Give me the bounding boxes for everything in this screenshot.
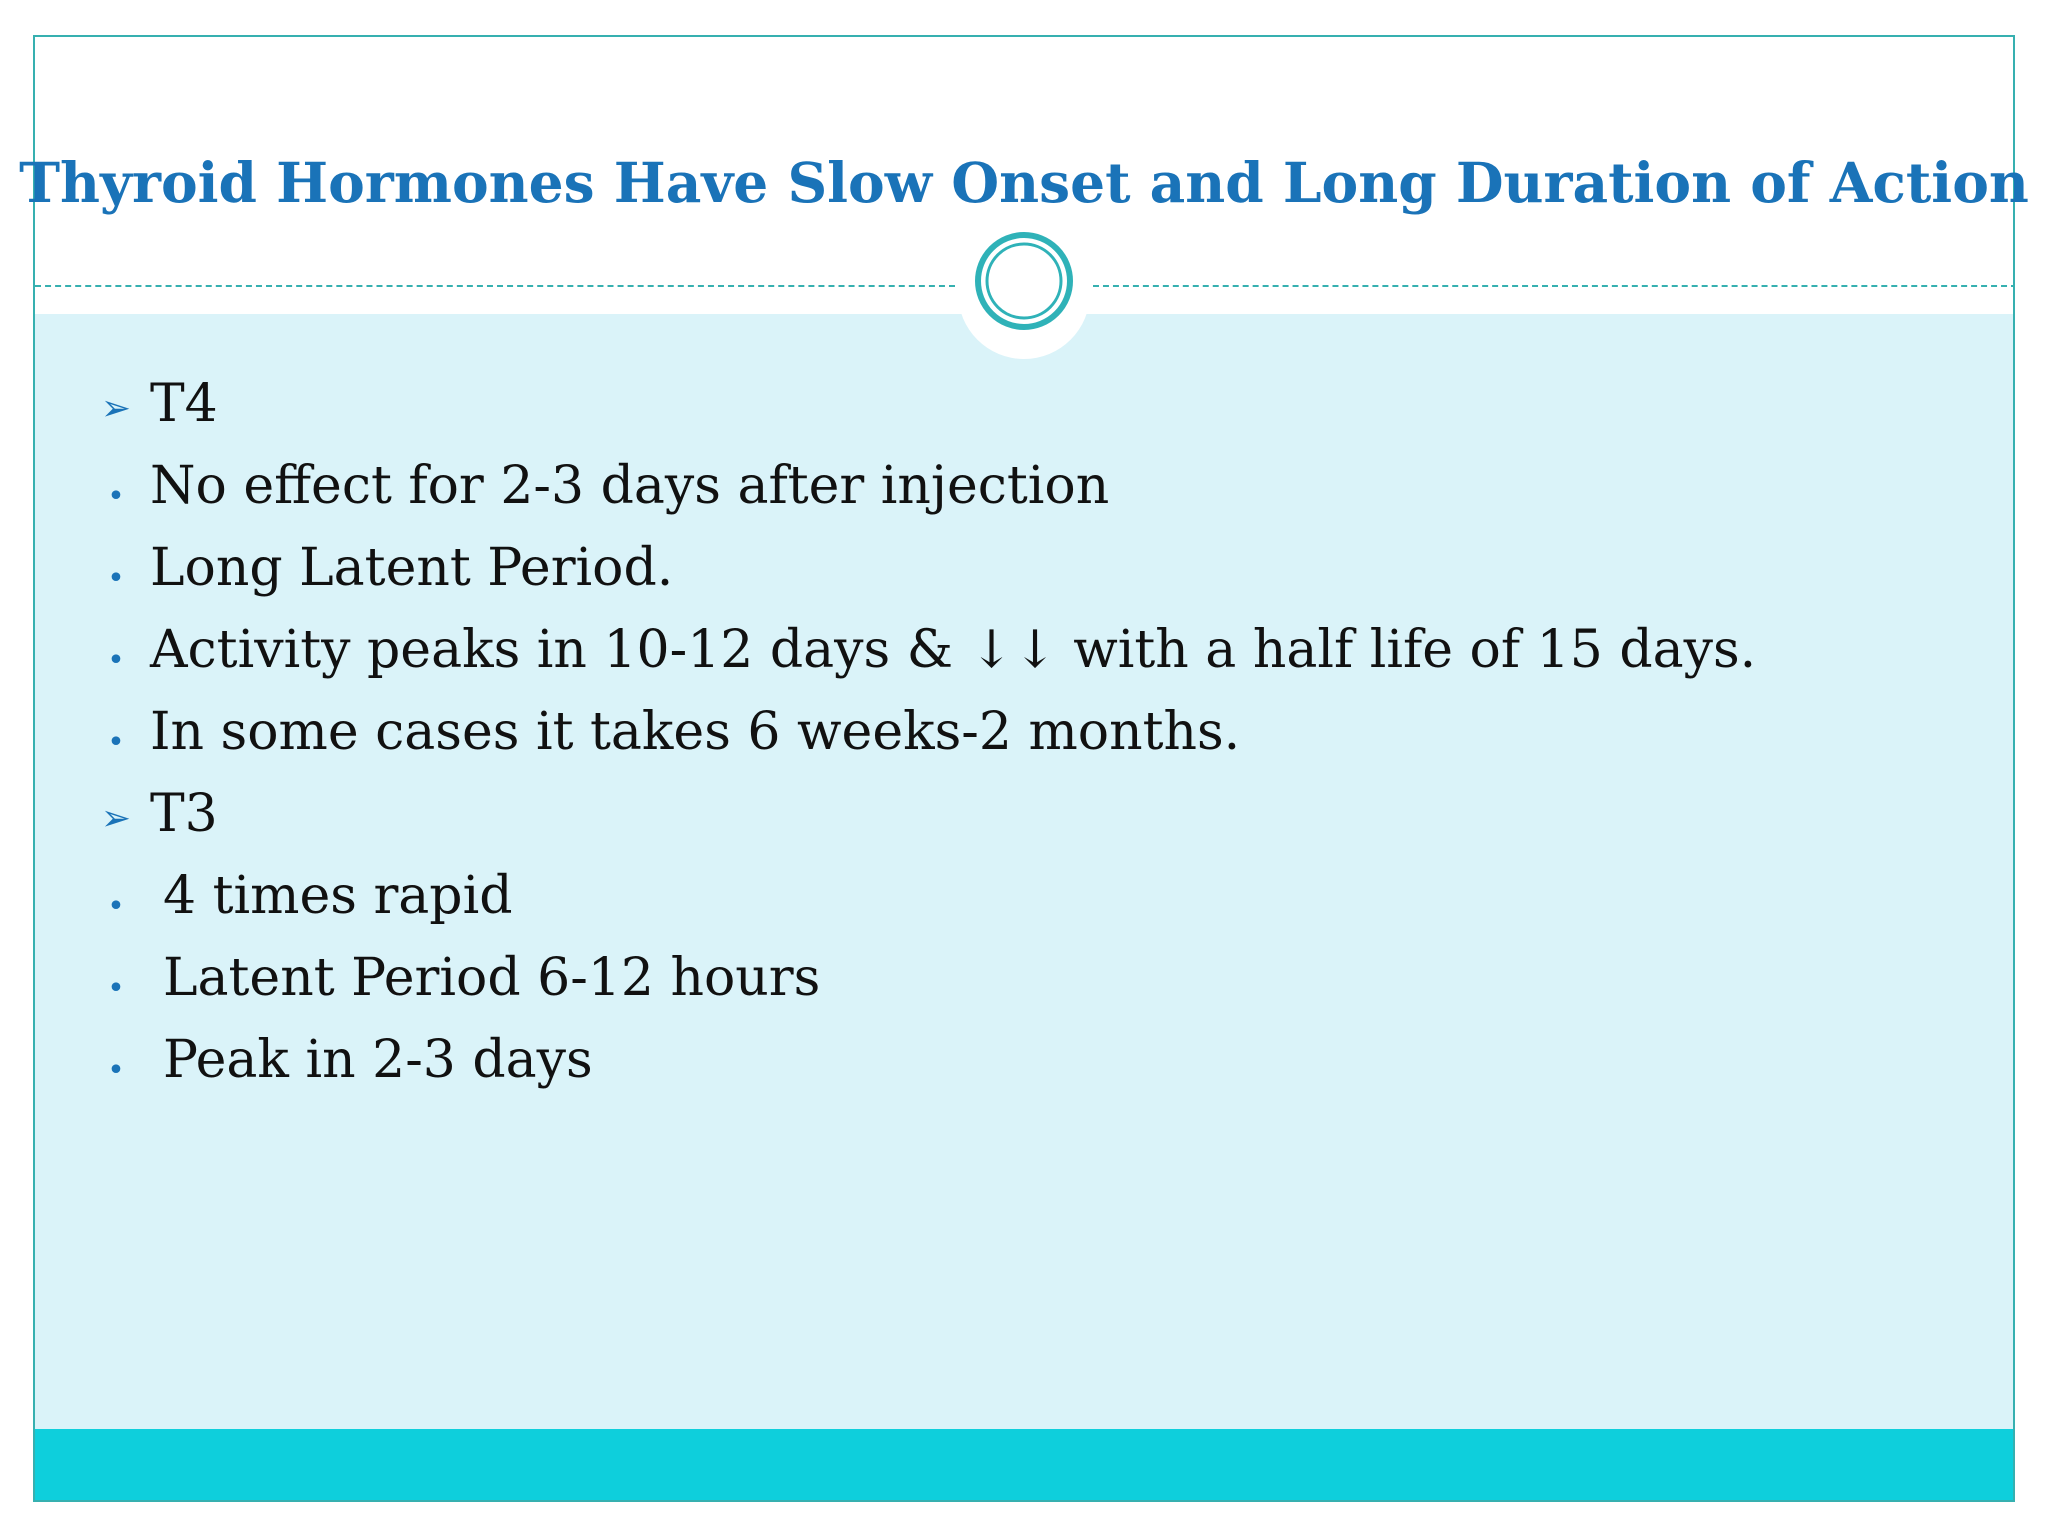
list-item-text: T3: [150, 784, 218, 844]
list-item-text: Latent Period 6-12 hours: [163, 948, 821, 1008]
list-item-text: Long Latent Period.: [150, 538, 674, 598]
dot-bullet-icon: •: [107, 889, 125, 924]
dot-bullet-icon: •: [107, 479, 125, 514]
arrow-bullet-icon: ➢: [100, 388, 132, 429]
dot-bullet-icon: •: [107, 561, 125, 596]
list-item-text: Peak in 2-3 days: [163, 1030, 593, 1090]
dot-bullet-icon: •: [107, 1053, 125, 1088]
arrow-bullet-icon: ➢: [100, 798, 132, 839]
list-item-text: 4 times rapid: [163, 866, 513, 926]
list-item-text: Activity peaks in 10-12 days & ↓↓ with a half life of 15 days.: [150, 620, 1757, 680]
dot-bullet-icon: •: [107, 725, 125, 760]
dot-bullet-icon: •: [107, 643, 125, 678]
dot-bullet-icon: •: [107, 971, 125, 1006]
list-item-text: T4: [150, 374, 218, 434]
list-item-text: In some cases it takes 6 weeks-2 months.: [150, 702, 1241, 762]
slide-title: Thyroid Hormones Have Slow Onset and Long Duration of Action: [19, 150, 2029, 215]
list-item-text: No effect for 2-3 days after injection: [150, 456, 1110, 516]
